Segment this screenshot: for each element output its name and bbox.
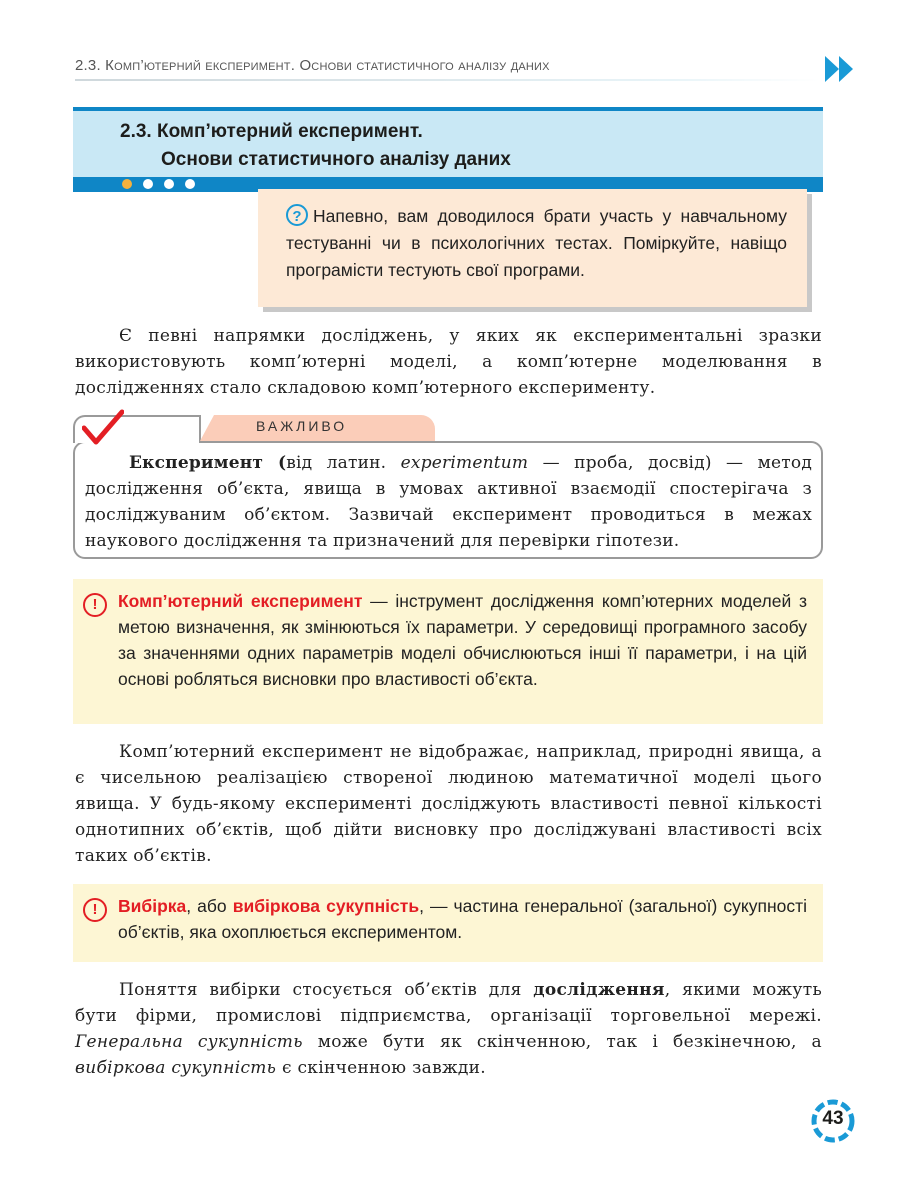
- important-text: [85, 450, 812, 554]
- running-header: 2.3. Комп’ютерний експеримент. Основи статистичного аналізу даних: [75, 57, 550, 74]
- definition-term-sample-set: вибіркова сукупність: [232, 896, 420, 916]
- question-icon: ?: [286, 204, 308, 226]
- p3-italic-sample: вибіркова сукупність: [75, 1058, 277, 1078]
- p3-c: може бути як скінченною, так і безкінечною, а: [302, 1032, 822, 1052]
- p3-bold: дослідження: [533, 980, 665, 1000]
- important-term: Експеримент (: [129, 453, 287, 473]
- question-text: Напевно, вам доводилося брати участь у навчальному тестуванні чи в психологічних тестах. Поміркуйте, навіщо програмісти тестують свої програми.: [286, 206, 787, 280]
- header-rule: [75, 79, 820, 81]
- definition-text: — інструмент дослідження комп’ютерних моделей з метою визначення, як змінюються їх параметри. У середовищі програмного засобу за значеннями одних параметрів моделі обчислюються інші її параметри, і на цій основі робляться висновки про властивості об’єкта.: [118, 591, 807, 689]
- dot: [143, 179, 153, 189]
- definition-text-sample: , — частина генеральної (загальної) сукупності об’єктів, яка охоплюється експериментом.: [118, 896, 807, 942]
- important-text-b: — проба, досвід) — метод дослідження об’єкта, явища в умовах активної взаємодії спостерігача з досліджуваним об’єктом. Зазвичай експеримент проводиться в межах наукового дослідження та призначений для перевірки гіпотези.: [85, 453, 813, 551]
- paragraph-sample: [75, 977, 822, 1081]
- p3-italic-general: Генеральна сукупність: [75, 1032, 303, 1052]
- definition-term: Комп’ютерний експеримент: [118, 591, 363, 611]
- p3-d: є скінченною завжди.: [276, 1058, 486, 1078]
- paragraph-experiment: Комп’ютерний експеримент не відображає, наприклад, природні явища, а є чисельною реалізацією створеної людиною математичної моделі цього явища. У будь-якому експерименті досліджують властивості певної кількості однотипних об’єктів, щоб дійти висновку про досліджувані властивості всіх таких об’єктів.: [75, 742, 822, 866]
- page-number: 43: [822, 1108, 844, 1129]
- definition-box-computer-experiment: [73, 579, 823, 724]
- exclamation-icon: !: [83, 593, 107, 617]
- important-label: ВАЖЛИВО: [256, 418, 348, 434]
- p3-a: Поняття вибірки стосується об’єктів для: [119, 980, 534, 1000]
- next-page-icon[interactable]: [825, 54, 857, 84]
- dot: [185, 179, 195, 189]
- dot-active: [122, 179, 132, 189]
- section-title: [120, 118, 511, 174]
- important-text-a: від латин.: [286, 453, 401, 473]
- important-latin: experimentum: [400, 453, 529, 473]
- definition-mid: , або: [186, 896, 233, 916]
- section-title-line1: 2.3. Комп’ютерний експеримент.: [120, 121, 423, 142]
- definition-box-sample: [73, 884, 823, 962]
- section-title-line2: Основи статистичного аналізу даних: [161, 149, 511, 170]
- dot: [164, 179, 174, 189]
- p3-b: , якими можуть бути фірми, промислові підприємства, організації торговельної мережі.: [75, 980, 822, 1026]
- checkmark-icon: [82, 408, 124, 448]
- question-box: [258, 189, 807, 307]
- paragraph-intro: Є певні напрямки досліджень, у яких як експериментальні зразки використовують комп’ютерні моделі, а комп’ютерне моделювання в дослідженнях стало складовою комп’ютерного експерименту.: [75, 326, 822, 398]
- exclamation-icon: !: [83, 898, 107, 922]
- definition-term-sample: Вибірка: [118, 896, 187, 916]
- progress-dots: [122, 179, 195, 189]
